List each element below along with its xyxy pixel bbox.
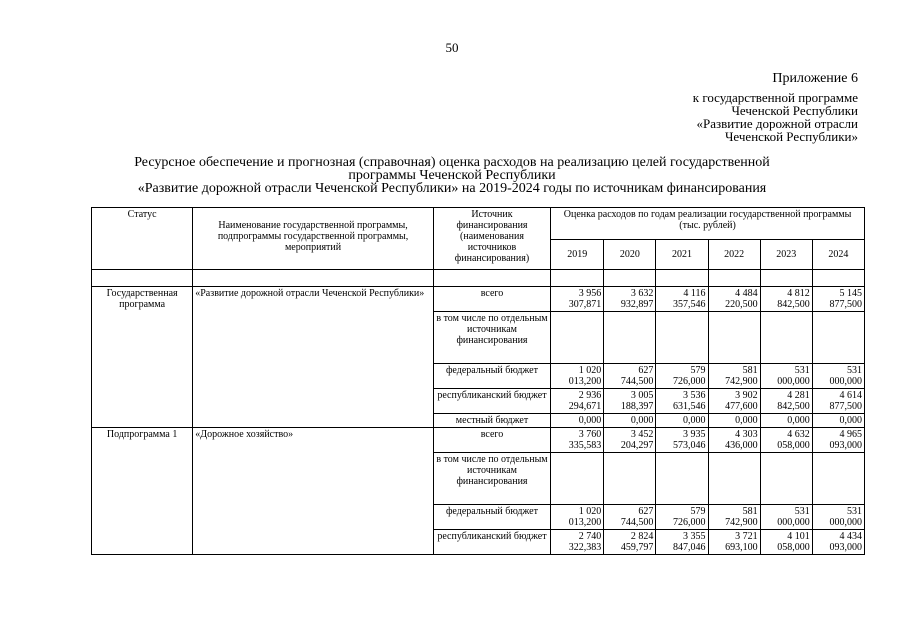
row-source: республиканский бюджет (433, 389, 550, 414)
appendix-title: Приложение 6 (772, 71, 858, 86)
heading-line: программы Чеченской Республики (348, 168, 556, 183)
value-cell: 579 726,000 (656, 505, 708, 530)
value-cell: 2 824 459,797 (604, 530, 656, 555)
row-source: в том числе по отдельным источникам финансирования (433, 453, 550, 505)
row-source: в том числе по отдельным источникам финансирования (433, 312, 550, 364)
row-source: республиканский бюджет (433, 530, 550, 555)
table-row (92, 428, 865, 453)
table-header-row (92, 208, 865, 240)
value-cell: 0,000 (551, 414, 604, 428)
value-cell: 3 632 932,897 (604, 287, 656, 312)
header-year: 2023 (760, 240, 812, 270)
header-year: 2020 (604, 240, 656, 270)
value-cell: 3 355 847,046 (656, 530, 708, 555)
value-cell: 4 632 058,000 (760, 428, 812, 453)
header-name: Наименование государственной программы, подпрограммы государственной программы, мероприятий (193, 208, 434, 270)
appendix-block (693, 72, 858, 143)
appendix-line: к государственной программе (692, 90, 858, 105)
header-year: 2021 (656, 240, 708, 270)
value-cell: 0,000 (812, 414, 864, 428)
appendix-line: Чеченской Республики» (724, 129, 858, 144)
value-cell: 1 020 013,200 (551, 505, 604, 530)
value-cell: 3 452 204,297 (604, 428, 656, 453)
value-cell: 4 281 842,500 (760, 389, 812, 414)
row-source: местный бюджет (433, 414, 550, 428)
value-cell: 627 744,500 (604, 364, 656, 389)
value-cell: 0,000 (604, 414, 656, 428)
value-cell: 1 020 013,200 (551, 364, 604, 389)
table-row (92, 287, 865, 312)
header-year: 2024 (812, 240, 864, 270)
row-source: всего (433, 428, 550, 453)
value-cell: 2 740 322,383 (551, 530, 604, 555)
document-heading (0, 156, 904, 195)
value-cell: 0,000 (760, 414, 812, 428)
budget-table (91, 207, 865, 555)
value-cell: 3 536 631,546 (656, 389, 708, 414)
value-cell: 4 116 357,546 (656, 287, 708, 312)
row-status: Подпрограмма 1 (92, 428, 193, 555)
row-name: «Дорожное хозяйство» (193, 428, 434, 555)
appendix-line: Чеченской Республики (731, 103, 858, 118)
value-cell: 531 000,000 (812, 505, 864, 530)
header-estimate: Оценка расходов по годам реализации государственной программы (тыс. рублей) (551, 208, 865, 240)
header-status: Статус (92, 208, 193, 270)
value-cell: 627 744,500 (604, 505, 656, 530)
value-cell: 4 614 877,500 (812, 389, 864, 414)
header-year: 2019 (551, 240, 604, 270)
value-cell: 4 484 220,500 (708, 287, 760, 312)
heading-line: «Развитие дорожной отрасли Чеченской Республики» на 2019-2024 годы по источникам финансирования (137, 181, 767, 196)
value-cell: 579 726,000 (656, 364, 708, 389)
value-cell: 531 000,000 (760, 364, 812, 389)
header-source: Источник финансирования (наименования источников финансирования) (433, 208, 550, 270)
table-spacer-row (92, 270, 865, 287)
value-cell: 4 434 093,000 (812, 530, 864, 555)
value-cell: 581 742,900 (708, 364, 760, 389)
value-cell: 2 936 294,671 (551, 389, 604, 414)
value-cell: 4 965 093,000 (812, 428, 864, 453)
value-cell: 3 005 188,397 (604, 389, 656, 414)
value-cell: 3 760 335,583 (551, 428, 604, 453)
value-cell: 0,000 (708, 414, 760, 428)
row-source: федеральный бюджет (433, 364, 550, 389)
header-year: 2022 (708, 240, 760, 270)
row-name: «Развитие дорожной отрасли Чеченской Республики» (193, 287, 434, 428)
page-number: 50 (445, 40, 459, 55)
value-cell: 581 742,900 (708, 505, 760, 530)
value-cell: 3 902 477,600 (708, 389, 760, 414)
row-status: Государственная программа (92, 287, 193, 428)
value-cell: 0,000 (656, 414, 708, 428)
value-cell: 531 000,000 (812, 364, 864, 389)
value-cell: 5 145 877,500 (812, 287, 864, 312)
appendix-line: «Развитие дорожной отрасли (696, 116, 858, 131)
value-cell: 4 812 842,500 (760, 287, 812, 312)
value-cell: 4 101 058,000 (760, 530, 812, 555)
heading-line: Ресурсное обеспечение и прогнозная (справочная) оценка расходов на реализацию целей государственной (134, 155, 770, 170)
value-cell: 3 956 307,871 (551, 287, 604, 312)
value-cell: 3 935 573,046 (656, 428, 708, 453)
value-cell: 3 721 693,100 (708, 530, 760, 555)
row-source: федеральный бюджет (433, 505, 550, 530)
value-cell: 531 000,000 (760, 505, 812, 530)
value-cell: 4 303 436,000 (708, 428, 760, 453)
row-source: всего (433, 287, 550, 312)
